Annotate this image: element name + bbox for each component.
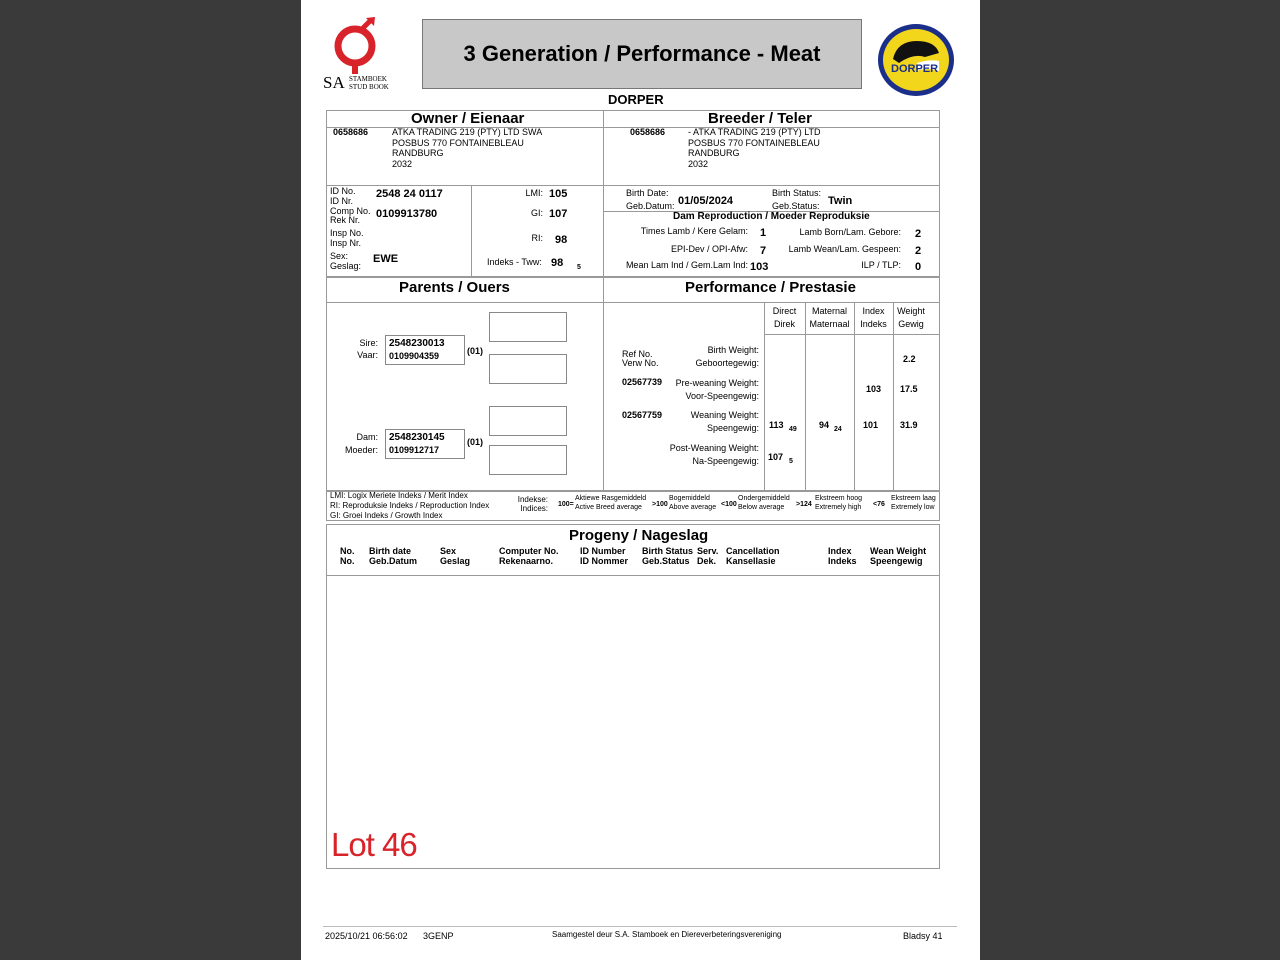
post-weaning-label-af: Na-Speengewig: xyxy=(692,456,759,466)
parents-header: Parents / Ouers xyxy=(399,279,510,296)
dam-sire-box xyxy=(489,406,567,436)
weaning-maternal-sub: 24 xyxy=(834,426,842,433)
dam-code: (01) xyxy=(467,437,484,447)
mean-lam-value: 103 xyxy=(750,261,769,273)
epi-value: 7 xyxy=(760,245,767,257)
progeny-col-idnumber: ID Number xyxy=(580,546,626,556)
ref-label-en: Ref No. xyxy=(622,349,653,359)
dorper-logo xyxy=(877,23,955,97)
sire-label-af: Vaar: xyxy=(357,350,378,360)
lamb-born-label: Lamb Born/Lam. Gebore: xyxy=(799,227,901,237)
legend-key-lt76-af: Ekstreem laag xyxy=(891,495,936,502)
birth-date-label-en: Birth Date: xyxy=(626,188,669,198)
birth-weight-label-af: Geboortegewig: xyxy=(695,358,759,368)
insp-label-af: Insp Nr. xyxy=(330,238,362,248)
weaning-index: 101 xyxy=(863,420,879,430)
post-weaning-direct-sub: 5 xyxy=(789,458,793,465)
weaning-weight: 31.9 xyxy=(900,420,918,430)
progeny-col-weanweight-af: Speengewig xyxy=(870,556,923,566)
legend-key-gt124: >124 xyxy=(796,501,812,508)
post-weaning-label-en: Post-Weaning Weight: xyxy=(669,443,759,453)
legend-key-100: 100= xyxy=(558,501,574,508)
performance-header: Performance / Prestasie xyxy=(685,279,856,296)
sire-dam-box xyxy=(489,354,567,384)
progeny-col-birthdate: Birth date xyxy=(369,546,412,556)
mean-lam-label: Mean Lam Ind / Gem.Lam Ind: xyxy=(625,260,748,270)
sire-comp: 0109904359 xyxy=(389,351,440,361)
birth-date-value: 01/05/2024 xyxy=(678,195,734,207)
progeny-col-computer: Computer No. xyxy=(499,546,559,556)
sex-value: EWE xyxy=(373,253,399,265)
logo-sa-text: SA xyxy=(323,73,345,92)
times-lamb-value: 1 xyxy=(760,227,767,239)
title-box xyxy=(422,19,862,89)
progeny-col-serv-af: Dek. xyxy=(697,556,717,566)
breed-name: DORPER xyxy=(608,92,664,107)
owner-header: Owner / Eienaar xyxy=(411,110,525,127)
ilp-value: 0 xyxy=(915,261,922,273)
lot-number: Lot 46 xyxy=(331,826,417,863)
progeny-col-index: Index xyxy=(828,546,852,556)
progeny-col-birthdate-af: Geb.Datum xyxy=(369,556,418,566)
legend-key-lt100-af: Ondergemiddeld xyxy=(738,495,790,502)
birth-status-label-en: Birth Status: xyxy=(772,188,822,198)
sex-label-af: Geslag: xyxy=(330,261,362,271)
owner-line-3: RANDBURG xyxy=(392,148,444,158)
page-title: 3 Generation / Performance - Meat xyxy=(463,41,821,66)
progeny-col-sex: Sex xyxy=(440,546,457,556)
sa-studbook-logo xyxy=(321,16,401,94)
owner-line-1: ATKA TRADING 219 (PTY) LTD SWA xyxy=(392,127,543,137)
col-weight-af: Gewig xyxy=(898,319,924,329)
lmi-label: LMI: xyxy=(525,188,543,198)
pre-weaning-label-en: Pre-weaning Weight: xyxy=(675,378,759,388)
breeder-line-3: RANDBURG xyxy=(688,148,740,158)
lmi-value: 105 xyxy=(549,188,568,200)
dorper-logo-text: DORPER xyxy=(891,63,939,75)
breeder-line-4: 2032 xyxy=(688,159,709,169)
id-label-af: ID Nr. xyxy=(330,196,354,206)
dam-dam-box xyxy=(489,445,567,475)
dorper-sheep-icon xyxy=(877,23,955,97)
legend-key-gt124-af: Ekstreem hoog xyxy=(815,495,863,502)
col-weight-en: Weight xyxy=(897,306,925,316)
pre-weaning-weight: 17.5 xyxy=(900,384,918,394)
pre-weaning-index: 103 xyxy=(866,384,882,394)
progeny-col-cancellation-af: Kansellasie xyxy=(726,556,776,566)
times-lamb-label: Times Lamb / Kere Gelam: xyxy=(640,226,748,236)
progeny-col-computer-af: Rekenaarno. xyxy=(499,556,554,566)
col-maternal-en: Maternal xyxy=(811,306,847,316)
lamb-born-value: 2 xyxy=(915,228,922,240)
col-direct-en: Direct xyxy=(772,306,797,316)
sire-code: (01) xyxy=(467,346,484,356)
dam-label-af: Moeder: xyxy=(344,445,378,455)
legend-key-100-af: Aktiewe Rasgemiddeld xyxy=(575,495,647,502)
gi-value: 107 xyxy=(549,208,568,220)
progeny-col-birthstatus-af: Geb.Status xyxy=(642,556,690,566)
epi-label: EPI-Dev / OPI-Afw: xyxy=(670,244,748,254)
weaning-maternal: 94 xyxy=(819,420,830,430)
legend-key-gt100-af: Bogemiddeld xyxy=(669,495,710,502)
legend-key-lt100: <100 xyxy=(721,501,737,508)
footer-code: 3GENP xyxy=(423,931,454,941)
lamb-wean-label: Lamb Wean/Lam. Gespeen: xyxy=(788,244,901,254)
dam-id: 2548230145 xyxy=(389,432,445,443)
legend-lmi: LMI: Logix Meriete Indeks / Merit Index xyxy=(330,491,468,500)
progeny-col-birthstatus: Birth Status xyxy=(642,546,694,556)
progeny-col-index-af: Indeks xyxy=(828,556,857,566)
logo-stamboek-text: STAMBOEK xyxy=(349,75,387,83)
breeder-line-1: - ATKA TRADING 219 (PTY) LTD xyxy=(688,127,821,137)
weaning-ref: 02567759 xyxy=(622,410,663,420)
progeny-col-weanweight: Wean Weight xyxy=(870,546,927,556)
legend-key-gt100-en: Above average xyxy=(669,504,717,511)
legend-indekse: Indekse: xyxy=(517,495,548,504)
dam-comp: 0109912717 xyxy=(389,445,440,455)
pre-weaning-ref: 02567739 xyxy=(622,377,663,387)
ri-value: 98 xyxy=(555,234,568,246)
breeder-header: Breeder / Teler xyxy=(708,110,812,127)
legend-gi: GI: Groei Indeks / Growth Index xyxy=(330,511,443,520)
weaning-direct-sub: 49 xyxy=(789,426,797,433)
legend-indices: Indices: xyxy=(520,504,548,513)
comp-label-af: Rek Nr. xyxy=(330,215,361,225)
breeder-line-2: POSBUS 770 FONTAINEBLEAU xyxy=(688,138,820,148)
legend-key-gt124-en: Extremely high xyxy=(815,504,862,511)
col-maternal-af: Maternaal xyxy=(809,319,850,329)
weaning-label-en: Weaning Weight: xyxy=(690,410,759,420)
legend-key-gt100: >100 xyxy=(652,501,668,508)
dam-repro-header: Dam Reproduction / Moeder Reproduksie xyxy=(673,211,870,222)
footer-compiled-by: Saamgestel deur S.A. Stamboek en Diereverbeteringsvereniging xyxy=(552,930,782,939)
legend-key-lt76-en: Extremely low xyxy=(891,504,935,511)
comp-label-en: Comp No. xyxy=(330,206,371,216)
progeny-col-cancellation: Cancellation xyxy=(726,546,780,556)
legend-ri: RI: Reproduksie Indeks / Reproduction Index xyxy=(330,501,490,510)
progeny-col-no: No. xyxy=(340,546,355,556)
post-weaning-direct: 107 xyxy=(768,452,784,462)
birth-status-value: Twin xyxy=(828,195,853,207)
footer-datetime: 2025/10/21 06:56:02 xyxy=(325,931,408,941)
col-index-af: Indeks xyxy=(860,319,887,329)
progeny-col-serv: Serv. xyxy=(697,546,719,556)
sa-studbook-symbol-icon xyxy=(321,16,401,74)
owner-code: 0658686 xyxy=(333,127,369,137)
legend-key-lt100-en: Below average xyxy=(738,504,785,511)
pre-weaning-label-af: Voor-Speengewig: xyxy=(685,391,759,401)
ri-label: RI: xyxy=(531,233,543,243)
legend-key-100-en: Active Breed average xyxy=(575,504,642,511)
tww-sub: 5 xyxy=(577,264,581,271)
birth-status-label-af: Geb.Status: xyxy=(772,201,820,211)
weaning-label-af: Speengewig: xyxy=(706,423,759,433)
lamb-wean-value: 2 xyxy=(915,245,922,257)
logo-studbook-text: STUD BOOK xyxy=(349,83,389,91)
comp-value: 0109913780 xyxy=(376,208,438,220)
progeny-col-idnumber-af: ID Nommer xyxy=(580,556,629,566)
sire-label-en: Sire: xyxy=(359,338,378,348)
progeny-header: Progeny / Nageslag xyxy=(569,527,709,544)
progeny-col-no-af: No. xyxy=(340,556,355,566)
id-value: 2548 24 0117 xyxy=(376,188,443,200)
weaning-direct: 113 xyxy=(769,420,784,430)
tww-label: Indeks - Tww: xyxy=(487,257,542,267)
ilp-label: ILP / TLP: xyxy=(861,260,901,270)
birth-weight-label-en: Birth Weight: xyxy=(707,345,759,355)
progeny-col-sex-af: Geslag xyxy=(440,556,471,566)
sire-sire-box xyxy=(489,312,567,342)
dam-label-en: Dam: xyxy=(356,432,378,442)
sex-label-en: Sex: xyxy=(330,251,349,261)
col-direct-af: Direk xyxy=(773,319,795,329)
owner-line-4: 2032 xyxy=(392,159,413,169)
col-index-en: Index xyxy=(862,306,885,316)
insp-label-en: Insp No. xyxy=(330,228,364,238)
footer-page-number: Bladsy 41 xyxy=(903,931,943,941)
tww-value: 98 xyxy=(551,257,564,269)
id-label-en: ID No. xyxy=(330,186,356,196)
legend-key-lt76: <76 xyxy=(873,501,885,508)
ref-label-af: Verw No. xyxy=(622,358,659,368)
breeder-code: 0658686 xyxy=(630,127,666,137)
birth-weight-value: 2.2 xyxy=(903,354,916,364)
sire-id: 2548230013 xyxy=(389,338,445,349)
gi-label: GI: xyxy=(530,208,543,218)
document-page xyxy=(301,0,980,960)
owner-line-2: POSBUS 770 FONTAINEBLEAU xyxy=(392,138,524,148)
birth-date-label-af: Geb.Datum: xyxy=(626,201,675,211)
